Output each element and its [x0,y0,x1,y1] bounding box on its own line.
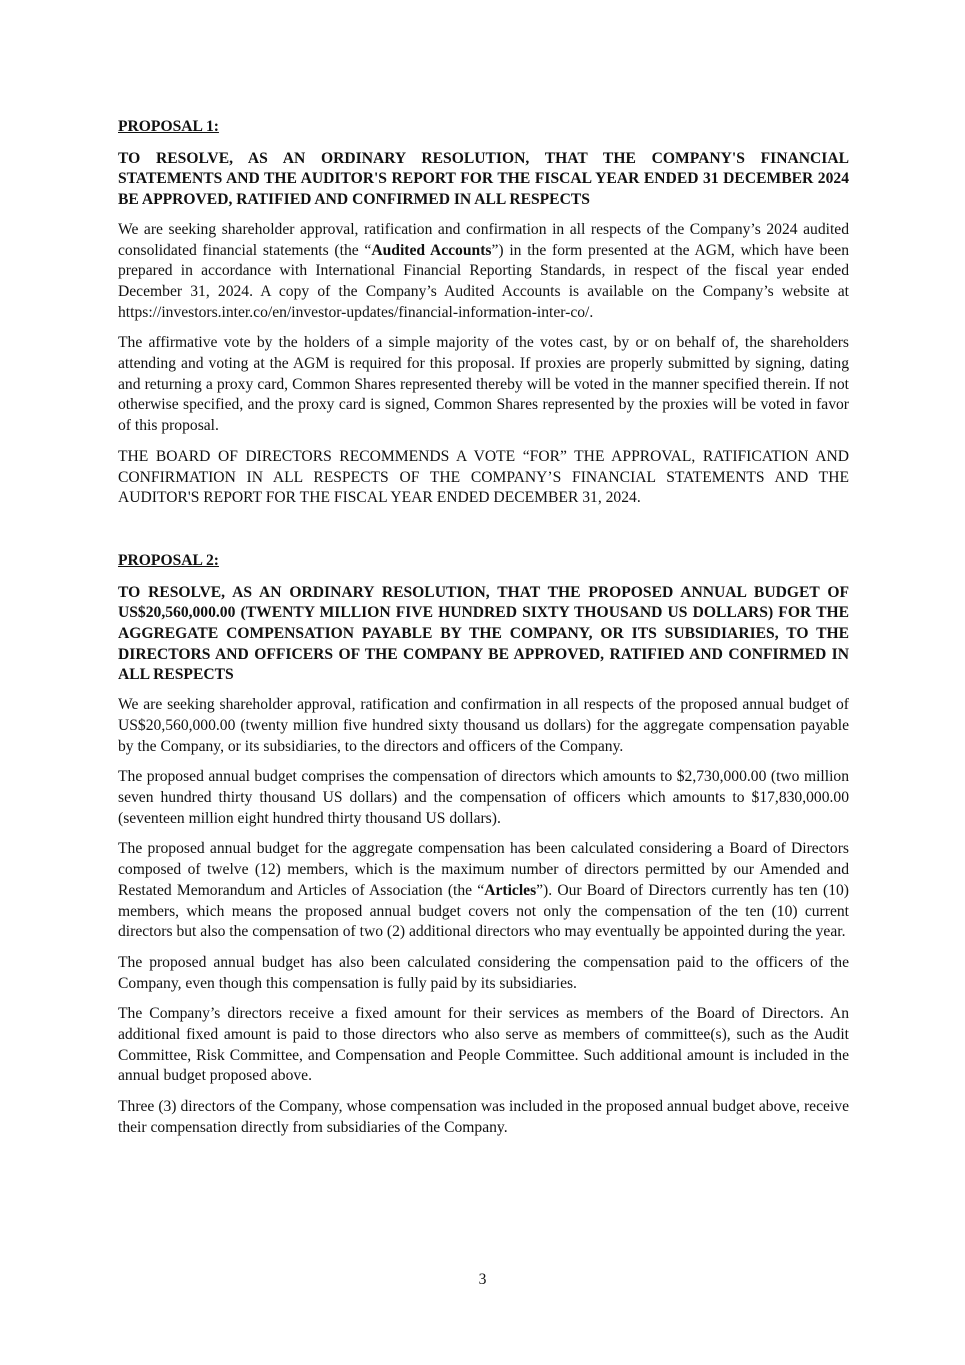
proposal-2-resolution: TO RESOLVE, AS AN ORDINARY RESOLUTION, THAT THE PROPOSED ANNUAL BUDGET OF US$20,560,000.00 (TWENTY MILLION FIVE HUNDRED SIXTY THOUSAND US DOLLARS) FOR THE AGGREGATE COMPENSATION PAYABLE BY THE COMPANY, OR ITS SUBSIDIARIES, TO THE DIRECTORS AND OFFICERS OF THE COMPANY BE APPROVED, RATIFIED AND CONFIRMED IN ALL RESPECTS [118,583,849,684]
proposal-1-paragraph-2: The affirmative vote by the holders of a simple majority of the votes cast, by or on behalf of, the shareholders attending and voting at the AGM is required for this proposal. If proxies are properly submitted by signing, dating and returning a proxy card, Common Shares represented thereby will be voted in the manner specified therein. If not otherwise specified, and the proxy card is signed, Common Shares represented by the proxies will be voted in favor of this proposal. [118,334,849,435]
section-spacer [118,519,849,551]
proposal-2-paragraph-3-text-a: The proposed annual budget for the aggregate compensation has been calculated considering a Board of Directors composed of twelve (12) members, which is the maximum number of directors permitted by our Amended and Restated Memorandum and Articles of Association (the “ [118,840,849,899]
proposal-1-resolution: TO RESOLVE, AS AN ORDINARY RESOLUTION, THAT THE COMPANY'S FINANCIAL STATEMENTS AND THE AUDITOR'S REPORT FOR THE FISCAL YEAR ENDED 31 DECEMBER 2024 BE APPROVED, RATIFIED AND CONFIRMED IN ALL RESPECTS [118,149,849,209]
proposal-1-label: PROPOSAL 1: [118,118,219,135]
audited-accounts-term: Audited Accounts [371,241,492,259]
proposal-2-label: PROPOSAL 2: [118,551,219,569]
proposal-2-paragraph-6: Three (3) directors of the Company, whose compensation was included in the proposed annual budget above, receive their compensation directly from subsidiaries of the Company. [118,1098,849,1136]
proposal-2-paragraph-3 [118,839,849,943]
proposal-2-paragraph-5: The Company’s directors receive a fixed amount for their services as members of the Board of Directors. An additional fixed amount is paid to those directors who also serve as members of committee(s), such as the Audit Committee, Risk Committee, and Compensation and People Committee. Such additional amount is included in the annual budget proposed above. [118,1005,849,1085]
proposal-2-paragraph-1: We are seeking shareholder approval, ratification and confirmation in all respects of the proposed annual budget of US$20,560,000.00 (twenty million five hundred sixty thousand us dollars) for the aggregate compensation payable by the Company, or its subsidiaries, to the directors and officers of the Company. [118,696,849,755]
proposal-2-paragraph-4: The proposed annual budget has also been calculated considering the compensation paid to the officers of the Company, even though this compensation is fully paid by its subsidiaries. [118,953,849,992]
document-page [118,117,849,1149]
articles-term: Articles [484,881,537,899]
proposal-1-paragraph-1-text-b: ”) in the form presented at the AGM, which have been prepared in accordance with International Financial Reporting Standards, in respect of the fiscal year ended December 31, 2024. A copy of the Company’s Audited Accounts is available on the Company’s website at https://investors.inter.co/en/investor-updates/financial-information-inter-co/. [118,241,849,321]
proposal-1-paragraph-1 [118,220,849,324]
proposal-1-paragraph-1-text-a: We are seeking shareholder approval, ratification and confirmation in all respects of the Company’s 2024 audited consolidated financial statements (the “ [118,220,849,259]
page-number: 3 [478,1271,487,1288]
proposal-1-board-recommendation: THE BOARD OF DIRECTORS RECOMMENDS A VOTE “FOR” THE APPROVAL, RATIFICATION AND CONFIRMATION IN ALL RESPECTS OF THE COMPANY’S FINANCIAL STATEMENTS AND THE AUDITOR'S REPORT FOR THE FISCAL YEAR ENDED DECEMBER 31, 2024. [118,447,849,507]
proposal-2-paragraph-3-text-b: ”). Our Board of Directors currently has ten (10) members, which means the proposed annual budget covers not only the compensation of the ten (10) current directors but also the compensation of two (2) additional directors who may eventually be appointed during the year. [118,881,849,941]
proposal-2-paragraph-2: The proposed annual budget comprises the compensation of directors which amounts to $2,730,000.00 (two million seven hundred thirty thousand US dollars) and the compensation of officers which amounts to $17,830,000.00 (seventeen million eight hundred thirty thousand US dollars). [118,768,849,827]
